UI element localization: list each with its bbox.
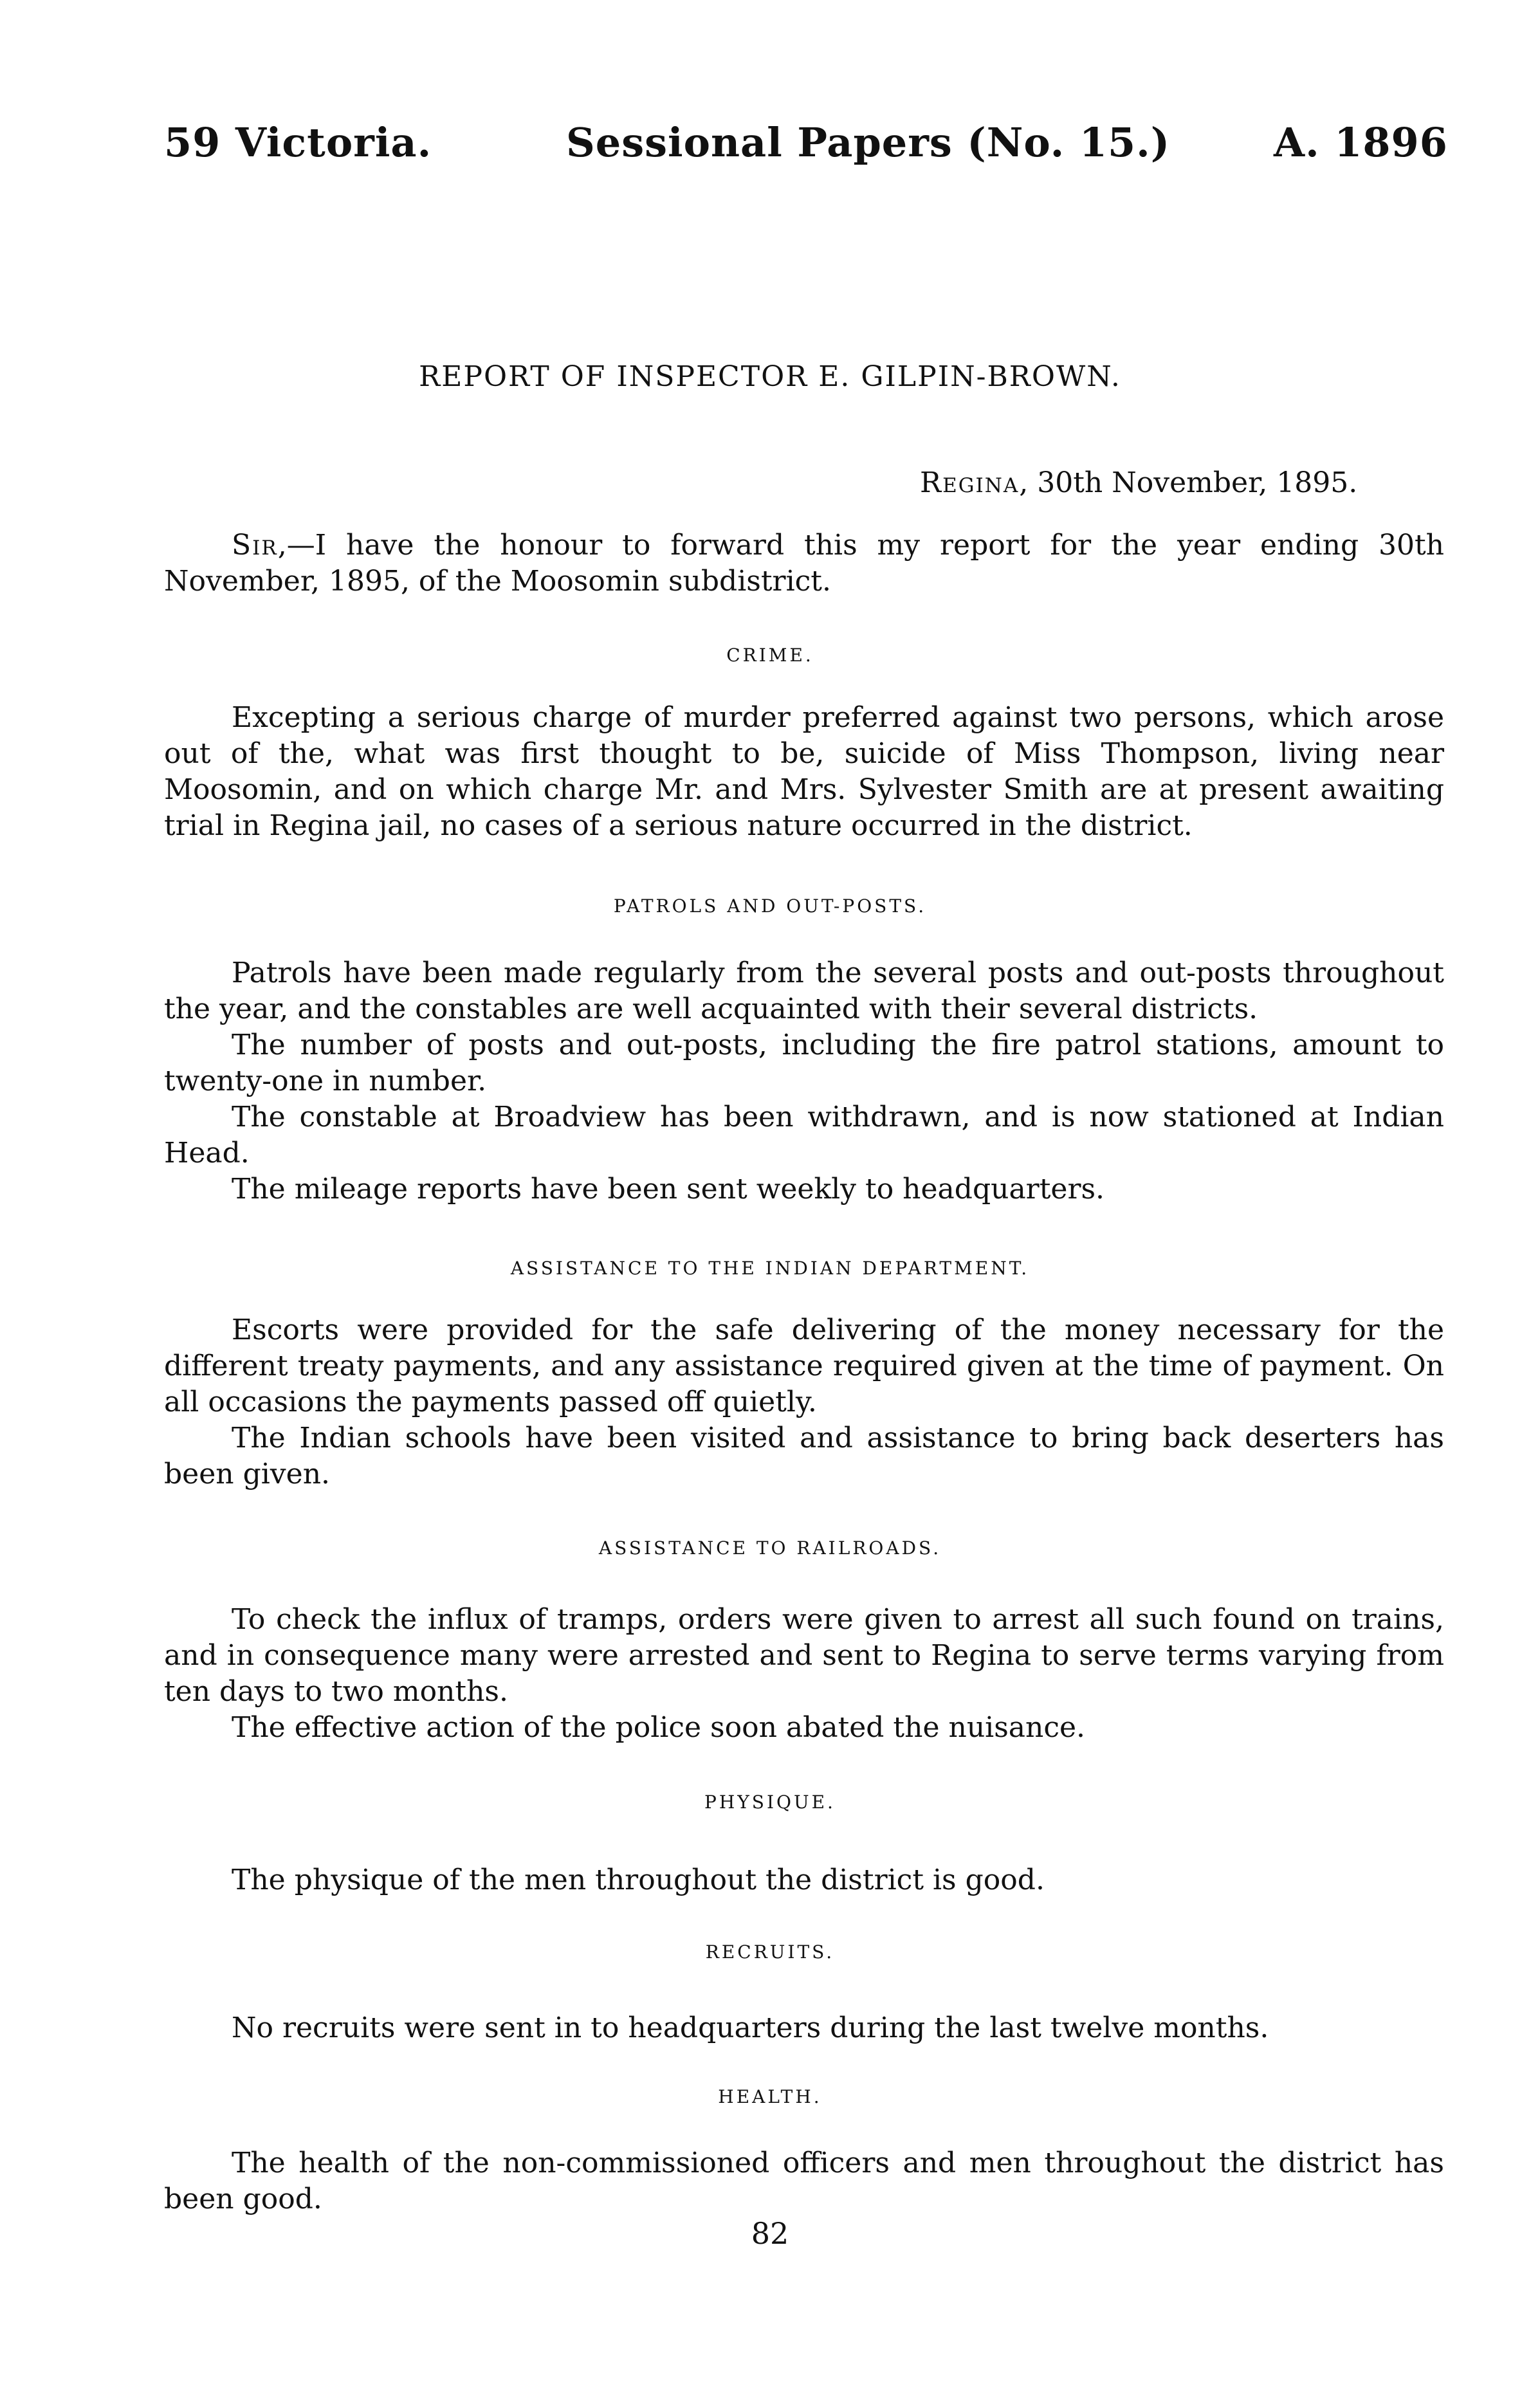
physique-paragraph-1: The physique of the men throughout the district is good. <box>232 1864 1045 1896</box>
intro-text: ,—I have the honour to forward this my report for the year ending 30th November, 1895, of the Moosomin subdistrict. <box>164 529 1444 598</box>
section-railroads <box>164 1602 1444 1746</box>
dateline-date: , 30th November, 1895. <box>1019 466 1358 499</box>
section-recruits <box>164 2010 1444 2046</box>
section-health <box>164 2145 1444 2217</box>
section-indian-department <box>164 1312 1444 1492</box>
indian-paragraph-2: The Indian schools have been visited and assistance to bring back deserters has been given. <box>164 1422 1444 1490</box>
railroads-paragraph-1: To check the influx of tramps, orders were given to arrest all such found on trains, and in consequence many were arrested and sent to Regina to serve terms varying from ten days to two months. <box>164 1603 1444 1708</box>
heading-crime: CRIME. <box>726 645 814 666</box>
running-head-left: 59 Victoria. <box>164 119 432 166</box>
patrols-paragraph-3: The constable at Broadview has been withdrawn, and is now stationed at Indian Head. <box>164 1101 1444 1169</box>
dateline <box>920 466 1357 499</box>
heading-physique: PHYSIQUE. <box>704 1792 836 1813</box>
patrols-paragraph-2: The number of posts and out-posts, including the fire patrol stations, amount to twenty-one in number. <box>164 1029 1444 1097</box>
section-crime <box>164 700 1444 844</box>
running-head-center: Sessional Papers (No. 15.) <box>566 119 1171 166</box>
dateline-place: Regina <box>920 466 1020 499</box>
patrols-paragraph-1: Patrols have been made regularly from the several posts and out-posts throughout the year, and the constables are well acquainted with their several districts. <box>164 957 1444 1025</box>
heading-patrols: PATROLS AND OUT-POSTS. <box>613 895 927 917</box>
recruits-paragraph-1: No recruits were sent in to headquarters during the last twelve months. <box>232 2012 1269 2044</box>
indian-paragraph-1: Escorts were provided for the safe delivering of the money necessary for the different treaty payments, and any assistance required given at the time of payment. On all occasions the payments passed off quietly. <box>164 1314 1444 1418</box>
crime-paragraph-1: Excepting a serious charge of murder preferred against two persons, which arose out of the, what was first thought to be, suicide of Miss Thompson, living near Moosomin, and on which charge Mr. and Mrs. Sylvester Smith are at present awaiting trial in Regina jail, no cases of a serious nature occurred in the district. <box>164 701 1444 842</box>
intro-block <box>164 527 1444 600</box>
intro-paragraph <box>164 527 1444 600</box>
heading-recruits: RECRUITS. <box>705 1941 835 1963</box>
salutation: Sir <box>232 529 278 562</box>
patrols-paragraph-4: The mileage reports have been sent weekly to headquarters. <box>232 1173 1105 1206</box>
section-patrols <box>164 955 1444 1207</box>
heading-indian-department: ASSISTANCE TO THE INDIAN DEPARTMENT. <box>510 1258 1030 1279</box>
report-title: REPORT OF INSPECTOR E. GILPIN-BROWN. <box>419 360 1121 393</box>
running-head-right: A. 1896 <box>1274 119 1448 166</box>
section-physique <box>164 1862 1444 1898</box>
page-number: 82 <box>751 2216 789 2251</box>
heading-health: HEALTH. <box>718 2086 822 2107</box>
health-paragraph-1: The health of the non-commissioned officers and men throughout the district has been good. <box>164 2147 1444 2215</box>
railroads-paragraph-2: The effective action of the police soon abated the nuisance. <box>232 1711 1086 1744</box>
heading-railroads: ASSISTANCE TO RAILROADS. <box>598 1537 942 1559</box>
